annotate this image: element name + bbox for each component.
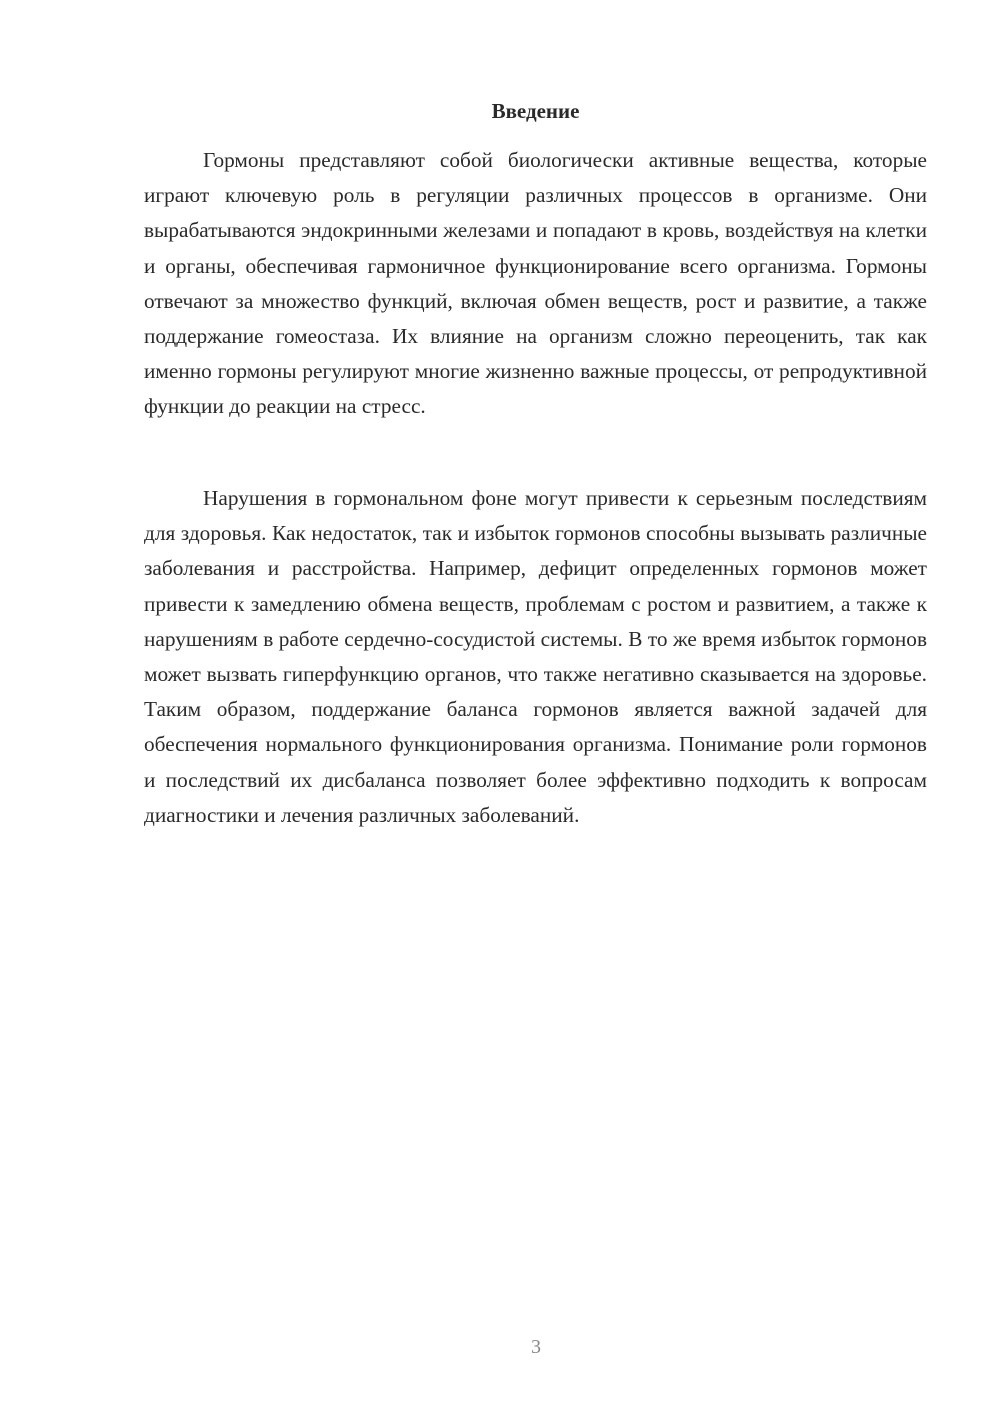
intro-paragraph-1: Гормоны представляют собой биологически активные вещества, которые играют ключевую роль в регуляции различных процессов в организме. Они вырабатываются эндокринными железами и попадают в кровь, воздействуя на клетки и органы, обеспечивая гармоничное функционирование всего организма. Гормоны отвечают за множество функций, включая обмен веществ, рост и развитие, а также поддержание гомеостаза. Их влияние на организм сложно переоценить, так как именно гормоны регулируют многие жизненно важные процессы, от репродуктивной функции до реакции на стресс. [144,148,927,419]
intro-paragraph-2: Нарушения в гормональном фоне могут привести к серьезным последствиям для здоровья. Как недостаток, так и избыток гормонов способны вызывать различные заболевания и расстройства. Например, дефицит определенных гормонов может привести к замедлению обмена веществ, проблемам с ростом и развитием, а также к нарушениям в работе сердечно-сосудистой системы. В то же время избыток гормонов может вызвать гиперфункцию органов, что также негативно сказывается на здоровье. Таким образом, поддержание баланса гормонов является важной задачей для обеспечения нормального функционирования организма. Понимание роли гормонов и последствий их дисбаланса позволяет более эффективно подходить к вопросам диагностики и лечения различных заболеваний. [144,486,927,827]
page-number: 3 [531,1336,541,1358]
section-title: Введение [491,99,580,123]
